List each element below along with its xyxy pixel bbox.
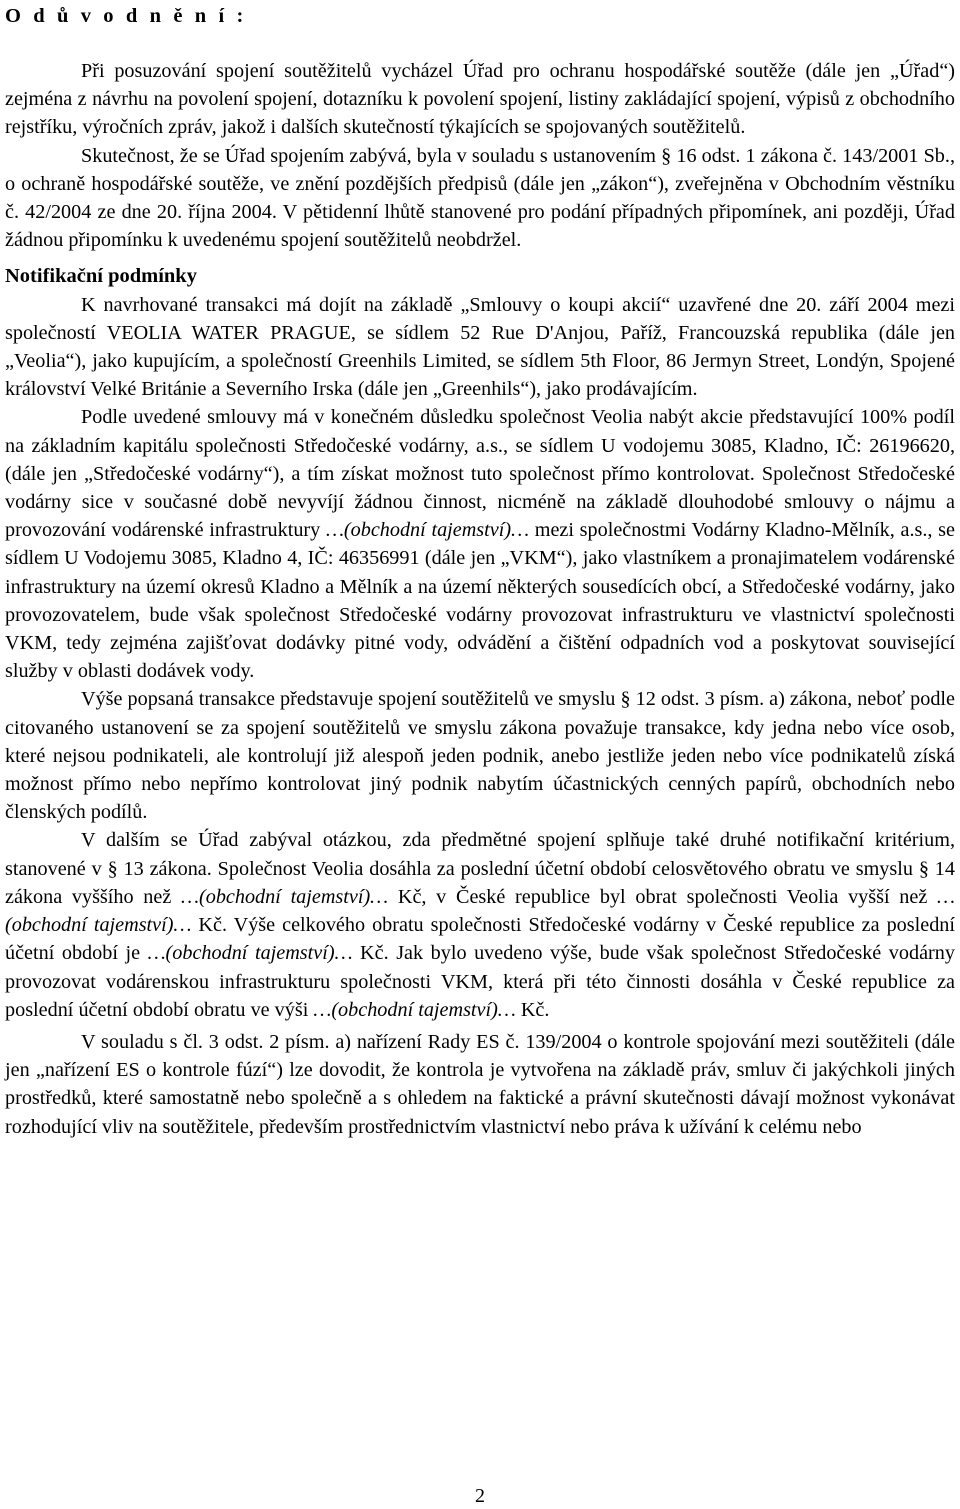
section-heading: O d ů v o d n ě n í : [5,5,247,27]
text-run: Kč. Jak bylo uvedeno výše, bude však společnost Středočeské vodárny provozovat vodárenskou infrastrukturu společnosti VKM, která při této činnosti dosáhla v České republice za poslední účetní období obratu ve výši [5,942,955,1021]
paragraph-assessment-basis: Při posuzování spojení soutěžitelů vycházel Úřad pro ochranu hospodářské soutěže (dále jen „Úřad“) zejména z návrhu na povolení spojení, dotazníku k povolení spojení, listiny zakládající spojení, výpisů z obchodního rejstříku, výročních zpráv, jakož i dalších skutečností týkajících se spojovaných soutěžitelů. [5,60,955,139]
document-body [5,0,955,1141]
confidential-marker: …(obchodní tajemství)… [5,885,955,937]
confidential-marker: …(obchodní tajemství)… [181,885,389,908]
paragraph-transaction: K navrhované transakci má dojít na základě „Smlouvy o koupi akcií“ uzavřené dne 20. září 2004 mezi společností VEOLIA WATER PRAGUE, se sídlem 52 Rue D'Anjou, Paříž, Francouzská republika (dále jen „Veolia“), jako kupujícím, a společností Greenhils Limited, se sídlem 5th Floor, 86 Jermyn Street, Londýn, Spojené království Velké Británie a Severního Irska (dále jen „Greenhils“), jako prodávajícím. [5,293,955,401]
paragraph-acquisition [5,403,955,685]
paragraph-publication: Skutečnost, že se Úřad spojením zabývá, byla v souladu s ustanovením § 16 odst. 1 zákona č. 143/2001 Sb., o ochraně hospodářské soutěže, ve znění pozdějších předpisů (dále jen „zákon“), zveřejněna v Obchodním věstníku č. 42/2004 ze dne 20. října 2004. V pětidenní lhůtě stanovené pro podání případných připomínek, ani později, Úřad žádnou připomínku k uvedenému spojení soutěžitelů neobdržel. [5,144,955,252]
confidential-marker: …(obchodní tajemství)… [325,519,530,542]
text-run: V dalším se Úřad zabýval otázkou, zda předmětné spojení splňuje také druhé notifikační kritérium, stanovené v § 13 zákona. Společnost Veolia dosáhla za poslední účetní období celosvětového obratu ve smyslu § 14 zákona vyššího než [5,829,955,908]
paragraph-concentration-definition: Výše popsaná transakce představuje spojení soutěžitelů ve smyslu § 12 odst. 3 písm. a) zákona, neboť podle citovaného ustanovení se za spojení soutěžitelů ve smyslu zákona považuje transakce, kdy jedna nebo více osob, které nejsou podnikateli, ale kontrolují již alespoň jeden podnik, anebo jestliže jeden nebo více podnikatelů získá možnost přímo nebo nepřímo kontrolovat jiný podnik nabytím účastnických cenných papírů, obchodních nebo členských podílů. [5,688,955,824]
text-run: Kč. Výše celkového obratu společnosti Středočeské vodárny v České republice za poslední účetní období je [5,914,956,965]
confidential-marker: …(obchodní tajemství)… [147,942,353,965]
subheading-notification-conditions: Notifikační podmínky [5,265,197,288]
text-run: Kč, v České republice byl obrat společnosti Veolia vyšší než [388,885,938,908]
confidential-marker: …(obchodní tajemství)… [313,998,516,1021]
text-run: Kč. [515,998,550,1021]
page-number: 2 [475,1485,485,1507]
text-run: mezi společnostmi Vodárny Kladno-Mělník, a.s., se sídlem U Vodojemu 3085, Kladno 4, IČ: 46356991 (dále jen „VKM“), jako vlastníkem a pronajimatelem vodárenské infrastruktury na území okresů Kladno a Mělník a na území některých sousedících obcí, a Středočeské vodárny, jako provozovatelem, bude však společnost Středočeské vodárny provozovat infrastrukturu ve vlastnictví společnosti VKM, tedy zejména zajišťovat dodávky pitné vody, odvádění a čištění odpadních vod a poskytovat související služby v oblasti dodávek vody. [5,519,955,683]
paragraph-turnover [5,826,955,1023]
paragraph-control-definition: V souladu s čl. 3 odst. 2 písm. a) nařízení Rady ES č. 139/2004 o kontrole spojování mezi soutěžiteli (dále jen „nařízení ES o kontrole fúzí“) lze dovodit, že kontrola je vytvořena na základě práv, smluv či jakýchkoli jiných prostředků, které samostatně nebo společně a s ohledem na faktické a právní skutečnosti dávají možnost vykonávat rozhodující vliv na soutěžitele, především prostřednictvím vlastnictví nebo práva k užívání k celému nebo [5,1030,955,1138]
text-run: Podle uvedené smlouvy má v konečném důsledku společnost Veolia nabýt akcie představující 100% podíl na základním kapitálu společnosti Středočeské vodárny, a.s., se sídlem U vodojemu 3085, Kladno, IČ: 26196620, (dále jen „Středočeské vodárny“), a tím získat možnost tuto společnost přímo kontrolovat. Společnost Středočeské vodárny sice v současné době nevyvíjí žádnou činnost, nicméně na základě dlouhodobé smlouvy o nájmu a provozování vodárenské infrastruktury [5,406,955,542]
